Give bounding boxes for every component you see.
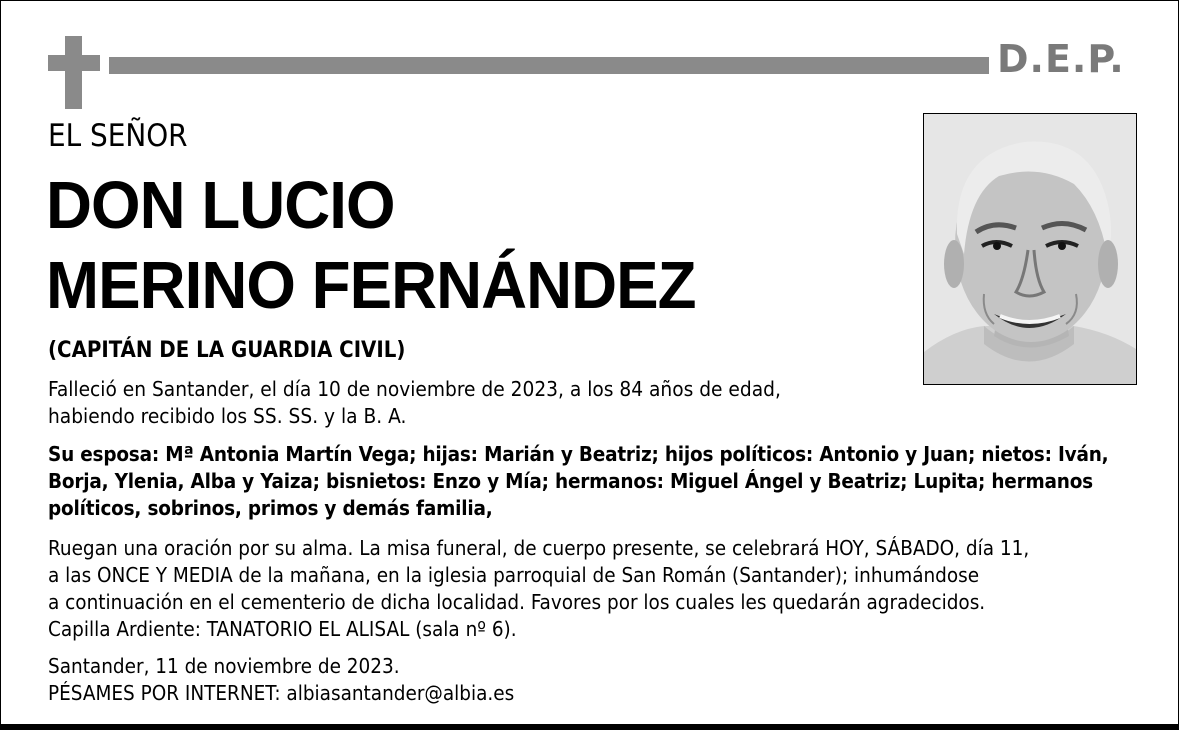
service-line: Capilla Ardiente: TANATORIO EL ALISAL (sala nº 6). [48, 617, 517, 641]
family-list [48, 441, 1108, 522]
death-info [48, 376, 781, 430]
date-line: Santander, 11 de noviembre de 2023. [48, 654, 400, 678]
family-line: Borja, Ylenia, Alba y Yaiza; bisnietos: Enzo y Mía; hermanos: Miguel Ángel y Beatriz; Lupita; hermanos [48, 469, 1093, 493]
dep-label: D.E.P. [997, 37, 1125, 81]
service-line: a las ONCE Y MEDIA de la mañana, en la iglesia parroquial de San Román (Santander); inhumándose [48, 563, 980, 587]
cross-icon [48, 36, 100, 109]
death-info-line: Falleció en Santander, el día 10 de noviembre de 2023, a los 84 años de edad, [48, 377, 781, 401]
deceased-rank: (CAPITÁN DE LA GUARDIA CIVIL) [48, 338, 406, 363]
service-details [48, 535, 1029, 643]
portrait-photo [923, 113, 1137, 385]
death-info-line: habiendo recibido los SS. SS. y la B. A. [48, 404, 407, 428]
family-line: políticos, sobrinos, primos y demás familia, [48, 496, 493, 520]
header-rule [109, 57, 989, 74]
portrait-illustration [924, 114, 1136, 384]
family-line: Su esposa: Mª Antonia Martín Vega; hijas: Marián y Beatriz; hijos políticos: Antonio y Juan; nietos: Iván, [48, 442, 1109, 466]
honorific: EL SEÑOR [48, 118, 188, 154]
deceased-name-line2: MERINO FERNÁNDEZ [46, 248, 696, 323]
service-line: a continuación en el cementerio de dicha localidad. Favores por los cuales les quedarán agradecidos. [48, 590, 986, 614]
footer [48, 653, 514, 707]
deceased-name-line1: DON LUCIO [46, 168, 395, 243]
condolences-line: PÉSAMES POR INTERNET: albiasantander@albia.es [48, 681, 515, 705]
service-line: Ruegan una oración por su alma. La misa funeral, de cuerpo presente, se celebrará HOY, SÁBADO, día 11, [48, 536, 1030, 560]
